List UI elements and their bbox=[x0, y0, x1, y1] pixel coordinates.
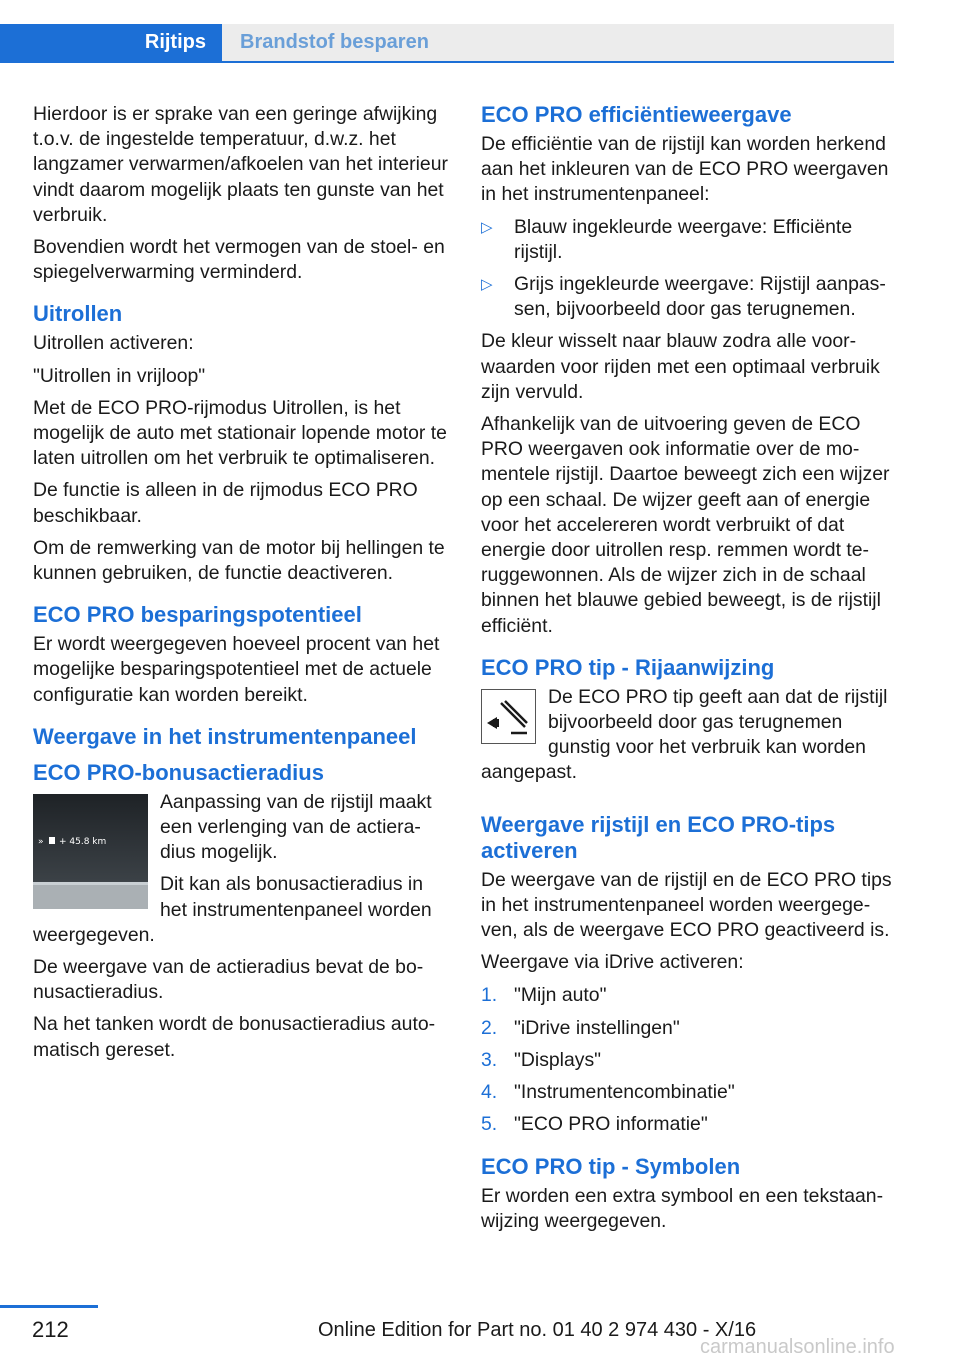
edition-text: Online Edition for Part no. 01 40 2 974 430 - X/16 bbox=[318, 1319, 757, 1341]
right-column bbox=[481, 102, 896, 1241]
triangle-bullet-icon: ▷ bbox=[481, 276, 493, 294]
list-item: 2. "iDrive instellingen" bbox=[481, 1016, 680, 1039]
heading-symbolen: ECO PRO tip - Symbolen bbox=[481, 1153, 741, 1179]
section-label: Brandstof besparen bbox=[240, 31, 429, 53]
list-item: 5. "ECO PRO informatie" bbox=[481, 1113, 708, 1136]
paragraph: De weergave van de rijstijl en de ECO PRO tips in het instrumentenpaneel worden weergegeven, als de weergave ECO PRO geactiveerd is. bbox=[481, 868, 892, 942]
heading-efficientieweergave: ECO PRO efficiëntieweergave bbox=[481, 102, 792, 127]
paragraph: Hierdoor is er sprake van een geringe afwijking t.o.v. de ingestelde temperatuur, d.w.z. het langzamer verwarmen/afkoelen van het interieur vindt daarom mogelijk plaats ten gunste van het verbruik. bbox=[33, 103, 448, 226]
paragraph: Aanpassing van de rijstijl maakt een verlenging van de actieradius mogelijk. bbox=[160, 790, 432, 864]
paragraph: De functie is alleen in de rijmodus ECO PRO beschikbaar. bbox=[33, 479, 418, 527]
paragraph: De kleur wisselt naar blauw zodra alle voorwaarden voor rijden met een optimaal verbruik zijn vervuld. bbox=[481, 330, 880, 403]
heading-rijaanwijzing: ECO PRO tip - Rijaanwijzing bbox=[481, 654, 775, 680]
chapter-label: Rijtips bbox=[144, 31, 206, 53]
paragraph: De weergave van de actieradius bevat de bonusactieradius. bbox=[33, 956, 424, 1004]
paragraph: Uitrollen activeren: bbox=[33, 332, 194, 355]
range-readout: + 45.8 km bbox=[59, 836, 107, 847]
footer-rule bbox=[0, 1305, 98, 1308]
watermark: carmanualsonline.info bbox=[700, 1336, 895, 1358]
eco-tip-icon bbox=[481, 689, 536, 744]
paragraph: Om de remwerking van de motor bij hellingen te kunnen gebruiken, de functie deactiveren. bbox=[33, 536, 445, 585]
bonus-range-display-image bbox=[33, 794, 148, 909]
running-header bbox=[0, 0, 960, 64]
list-item: 1. "Mijn auto" bbox=[481, 984, 607, 1007]
list-item: ▷ Blauw ingekleurde weergave: Efficiënte rijstijl. bbox=[481, 215, 853, 263]
paragraph: Dit kan als bonusactieradius in het instrumentenpaneel worden weergegeven. bbox=[33, 873, 432, 946]
section-tab[interactable] bbox=[222, 24, 894, 61]
paragraph: Er worden een extra symbool en een tekstaanwijzing weergegeven. bbox=[481, 1184, 884, 1232]
paragraph: Er wordt weergegeven hoeveel procent van het mogelijke besparingspotentieel met de actuele configuratie kan worden bereikt. bbox=[33, 633, 440, 706]
paragraph: Na het tanken wordt de bonusactieradius automatisch gereset. bbox=[33, 1013, 436, 1061]
list-item: ▷ Grijs ingekleurde weergave: Rijstijl aanpassen, bijvoorbeeld door gas terugnemen. bbox=[481, 273, 886, 321]
triangle-bullet-icon: ▷ bbox=[481, 218, 493, 236]
paragraph: De ECO PRO tip geeft aan dat de rijstijl bijvoorbeeld door gas terugnemen gunstig voor het verbruik kan worden aangepast. bbox=[481, 685, 888, 784]
paragraph: "Uitrollen in vrijloop" bbox=[33, 364, 206, 387]
fuel-pump-icon bbox=[49, 837, 55, 844]
heading-weergave-instrumentenpaneel: Weergave in het instrumentenpaneel bbox=[33, 723, 417, 749]
page-number: 212 bbox=[32, 1317, 69, 1342]
paragraph: Met de ECO PRO-rijmodus Uitrollen, is het mogelijk de auto met stationair lopende motor te laten uitrollen om het verbruik te optimaliseren. bbox=[33, 396, 447, 470]
heading-uitrollen: Uitrollen bbox=[33, 301, 123, 327]
heading-bonusactieradius: ECO PRO-bonusactieradius bbox=[33, 759, 324, 785]
paragraph: Afhankelijk van de uitvoering geven de ECO PRO weergaven ook informatie over de momentele rijstijl. Daartoe beweegt zich een wijzer op een schaal. De wijzer geeft aan of energie voor het accelereren wordt verbruikt of dat energie door uitrollen resp. remmen wordt teruggewonnen. Als de wijzer zich in de schaal binnen het blauwe gebied beweegt, is de rijstijl efficiënt. bbox=[481, 413, 890, 637]
header-rule bbox=[0, 61, 894, 63]
bullet-list bbox=[481, 215, 896, 323]
instrument-display-graphic bbox=[33, 794, 148, 909]
paragraph: Bovendien wordt het vermogen van de stoel- en spiegelverwarming verminderd. bbox=[33, 236, 445, 284]
svg-text:»: » bbox=[38, 836, 44, 847]
list-item: 3. "Displays" bbox=[481, 1048, 602, 1071]
chapter-tab[interactable] bbox=[0, 24, 222, 61]
paragraph: Weergave via iDrive activeren: bbox=[481, 951, 744, 974]
heading-besparingspotentieel: ECO PRO besparingspotentieel bbox=[33, 602, 362, 628]
paragraph: De efficiëntie van de rijstijl kan worden herkend aan het inkleuren van de ECO PRO weergaven in het instrumentenpaneel: bbox=[481, 133, 889, 206]
steps-list bbox=[481, 983, 896, 1137]
list-item: 4. "Instrumentencombinatie" bbox=[481, 1081, 735, 1104]
left-column bbox=[33, 102, 448, 1070]
heading-activeren: Weergave rijstijl en ECO PRO-tips activeren bbox=[481, 811, 836, 863]
